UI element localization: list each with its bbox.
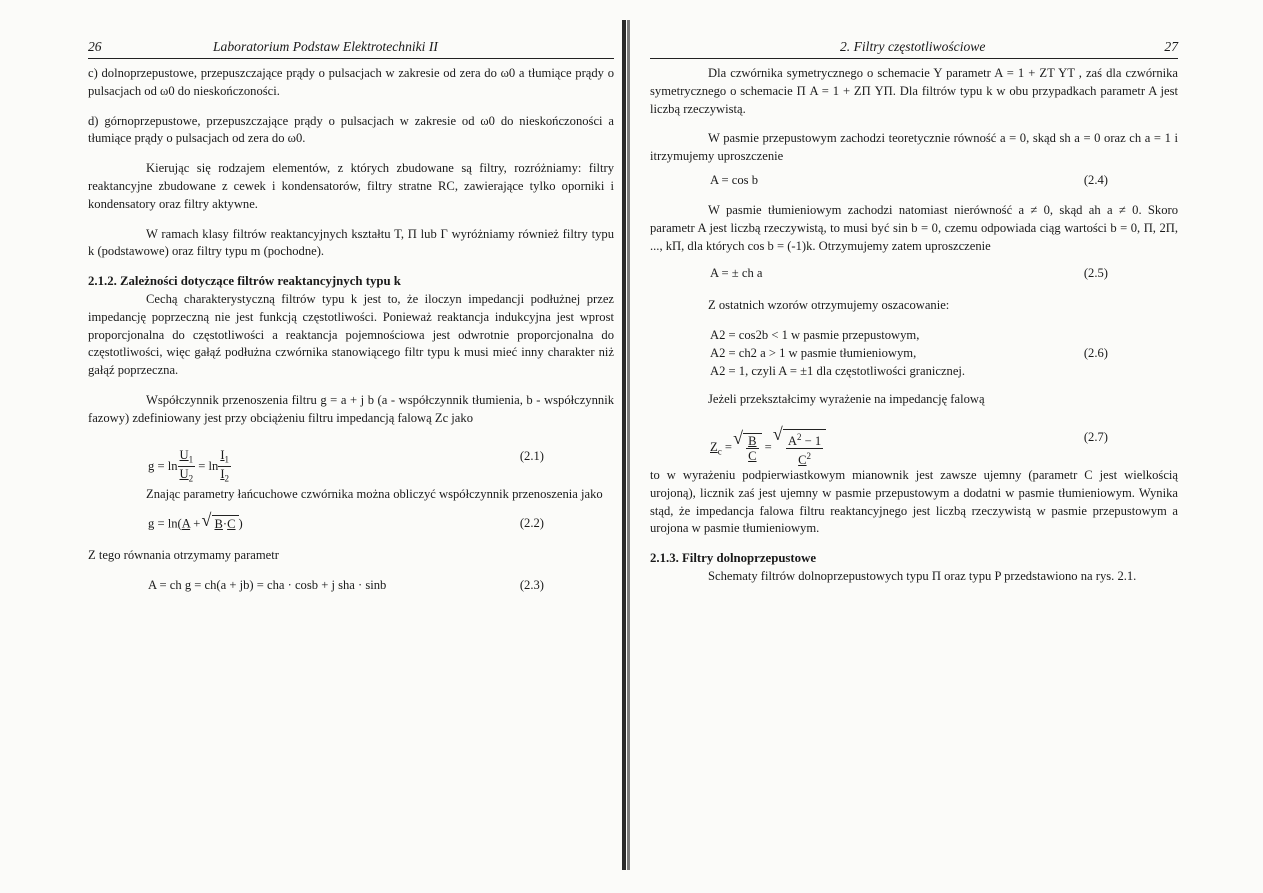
paragraph-jezeli: Jeżeli przekształcimy wyrażenie na impedancję falową — [708, 392, 985, 407]
paragraph-schematy: Schematy filtrów dolnoprzepustowych typu Π oraz typu P przedstawiono na rys. 2.1. — [708, 568, 1137, 583]
running-title: 2. Filtry częstotliwościowe — [840, 39, 986, 55]
paragraph-pasmie-przepustowym: W pasmie przepustowym zachodzi teoretycznie równość a = 0, skąd sh a = 0 oraz ch a = 1 i itrzymujemy uproszczenie — [650, 131, 1178, 164]
equation-2-6 — [650, 327, 1178, 385]
right-page — [650, 38, 1178, 586]
equation-2-7-formula: $Z_c$ = √ $\frac{B}{C}$ = √ $\frac{A^2 - 1}{C^2}$ — [710, 429, 826, 467]
page-number: 26 — [88, 39, 102, 55]
paragraph-kierujac: Kierując się rodzajem elementów, z których zbudowane są filtry, rozróżniamy: filtry reaktancyjne zbudowane z cewek i kondensatorów, filtry stratne RC, zawierające tylko oporniki i kondensatory oraz filtry aktywne. — [88, 161, 614, 211]
equation-2-5-formula: A = ± ch a — [710, 266, 763, 281]
equation-2-2-formula: g = ln(A + √ B·C ) — [148, 515, 243, 534]
equation-number: (2.3) — [519, 578, 544, 593]
equation-2-4-formula: A = cos b — [710, 172, 759, 187]
paragraph-znajac: Znając parametry łańcuchowe czwórnika można obliczyć współczynnik przenoszenia jako — [146, 486, 603, 501]
page-number: 27 — [1164, 39, 1178, 55]
section-heading-2-1-3: 2.1.3. Filtry dolnoprzepustowe — [650, 551, 816, 566]
equation-2-6-line: A2 = 1, czyli A = ±1 dla częstotliwości granicznej. — [710, 363, 966, 378]
paragraph-ztego: Z tego równania otrzymamy parametr — [88, 548, 279, 563]
section-heading-2-1-2: 2.1.2. Zależności dotyczące filtrów reaktancyjnych typu k — [88, 274, 401, 289]
equation-2-1-formula: g = ln $\frac{U_1}{U_2}$ = ln $\frac{I_1}{I_2}$ — [148, 447, 230, 484]
paragraph-dla: Dla czwórnika symetrycznego o schemacie Y parametr A = 1 + ZT YT , zaś dla czwórnika symetrycznego o schemacie Π A = 1 + ZΠ YΠ. Dla filtrów typu k w obu przypadkach parametr A jest liczbą rzeczywistą. — [650, 66, 1178, 116]
book-gutter — [622, 20, 626, 870]
book-gutter-shadow — [627, 20, 630, 870]
equation-2-2 — [88, 503, 614, 547]
equation-number: (2.6) — [1083, 346, 1108, 361]
paragraph-ramach: W ramach klasy filtrów reaktancyjnych kształtu T, Π lub Γ wyróżniamy również filtry typu k (podstawowe) oraz filtry typu m (pochodne). — [88, 226, 614, 259]
paragraph-z-ostatnich: Z ostatnich wzorów otrzymujemy oszacowanie: — [708, 298, 950, 313]
equation-2-6-line: A2 = cos2b < 1 w pasmie przepustowym, — [710, 328, 920, 343]
running-title: Laboratorium Podstaw Elektrotechniki II — [213, 39, 438, 55]
equation-number: (2.7) — [1083, 429, 1108, 444]
equation-2-6-line: A2 = ch2 a > 1 w pasmie tłumieniowym, — [710, 345, 917, 360]
equation-number: (2.1) — [519, 448, 544, 463]
equation-2-4 — [650, 166, 1178, 196]
paragraph-d: d) górnoprzepustowe, przepuszczające prądy o pulsacjach w zakresie od ω0 do nieskończoności a tłumiące prądy o pulsacjach od zera do ω0. — [88, 113, 614, 146]
equation-2-7 — [650, 409, 1178, 467]
paragraph-wspolczynnik: Współczynnik przenoszenia filtru g = a + j b (a - współczynnik tłumienia, b - współczynnik fazowy) zdefiniowany jest przy obciążeniu filtru impedancją falową Zc jako — [88, 392, 614, 425]
right-page-header — [650, 38, 1178, 59]
equation-2-3-formula: A = ch g = ch(a + jb) = cha · cosb + j sha · sinb — [148, 578, 387, 593]
equation-number: (2.5) — [1083, 266, 1108, 281]
equation-2-6-lines — [710, 327, 965, 380]
equation-2-5 — [650, 255, 1178, 291]
left-page-header — [88, 38, 614, 59]
paragraph-c: c) dolnoprzepustowe, przepuszczające prądy o pulsacjach w zakresie od zera do ω0 a tłumiące prądy o pulsacjach od ω0 do nieskończoności. — [88, 66, 614, 98]
paragraph-cecha: Cechą charakterystyczną filtrów typu k jest to, że iloczyn impedancji podłużnej przez impedancję poprzeczną nie jest funkcją częstotliwości. Ponieważ reaktancja indukcyjna jest wprost proporcjonalna do częstotliwości a reaktancja pojemnościowa jest odwrotnie proporcjonalna do częstotliwości, więc gałąź podłużna czwórnika stanowiącego filtr typu k musi mieć inny charakter niż gałąź poprzeczna. — [88, 291, 614, 378]
equation-2-1 — [88, 428, 614, 486]
left-page — [88, 38, 614, 601]
equation-number: (2.4) — [1083, 172, 1108, 187]
equation-2-3 — [88, 565, 614, 601]
paragraph-to-w: to w wyrażeniu podpierwiastkowym mianownik jest zawsze ujemny (parametr C jest wielkością urojoną), licznik zaś jest ujemny w pasmie przepustowym a dodatni w pasmie tłumieniowym. Wynika stąd, że impedancja falowa filtru reaktancyjnego jest liczbą rzeczywistą w pasmie przepustowym a urojona w pasmie tłumieniowym. — [650, 467, 1178, 536]
equation-number: (2.2) — [519, 516, 544, 531]
paragraph-pasmie-tlumieniowym: W pasmie tłumieniowym zachodzi natomiast nierówność a ≠ 0, skąd ah a ≠ 0. Skoro parametr A jest liczbą rzeczywistą, to musi być sin b = 0, czemu odpowiada ciąg wartości b = 0, Π, 2Π, ..., kΠ, dla których cos b = (-1)k. Otrzymujemy zatem uproszczenie — [650, 202, 1178, 253]
